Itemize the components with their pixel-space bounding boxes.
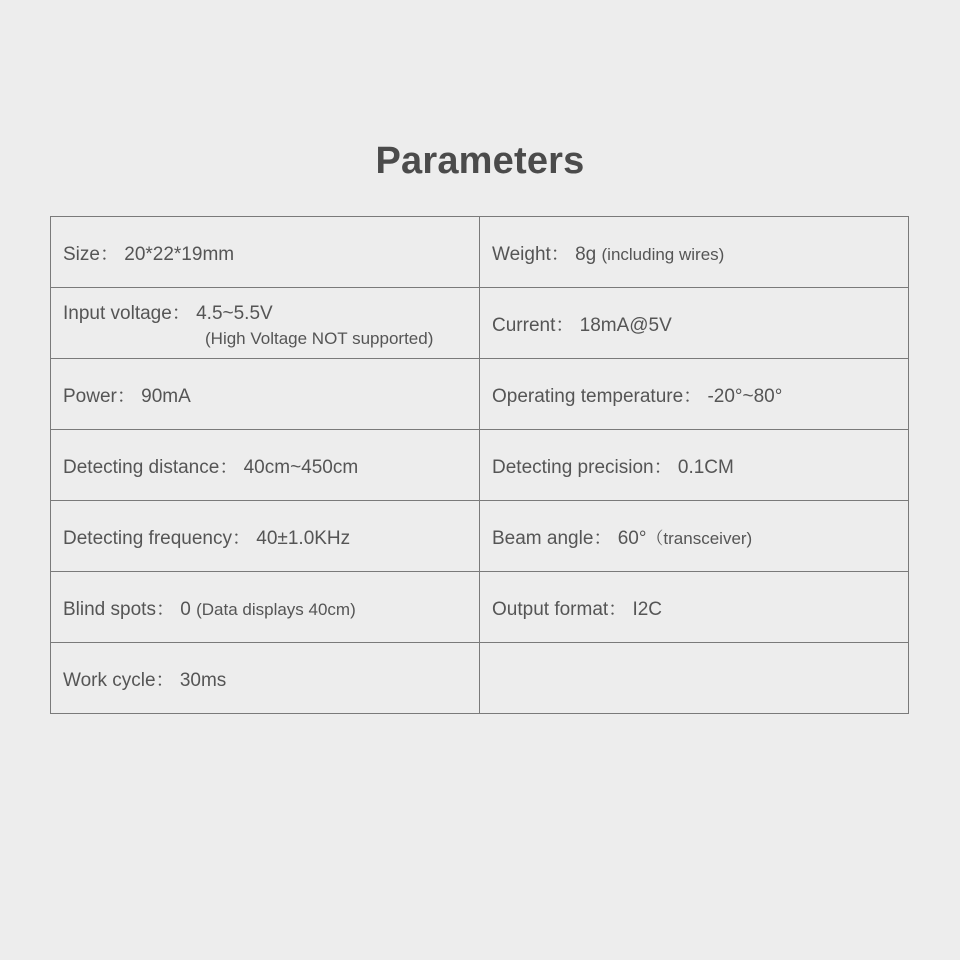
param-label: Size： <box>63 243 119 265</box>
param-value: -20°~80° <box>707 385 783 407</box>
table-row <box>51 359 909 430</box>
param-value: 90mA <box>141 385 191 407</box>
param-value: 8g <box>575 243 597 265</box>
param-label: Weight： <box>492 243 570 265</box>
param-cell-output-format <box>480 572 909 643</box>
param-label: Detecting distance： <box>63 456 239 478</box>
param-value: 20*22*19mm <box>124 243 235 265</box>
table-row <box>51 288 909 359</box>
param-cell-detecting-frequency <box>51 501 480 572</box>
param-cell-size <box>51 217 480 288</box>
param-cell-operating-temperature <box>480 359 909 430</box>
param-label: Work cycle： <box>63 669 175 691</box>
param-cell-weight <box>480 217 909 288</box>
param-value: 60° <box>617 527 647 549</box>
param-note: （transceiver) <box>646 528 753 548</box>
param-note: (High Voltage NOT supported) <box>205 328 434 348</box>
param-note: (including wires) <box>601 244 725 264</box>
param-cell-power <box>51 359 480 430</box>
param-value: 0.1CM <box>677 456 734 478</box>
param-label: Power： <box>63 385 136 407</box>
page-title: Parameters <box>375 140 585 182</box>
param-label: Output format： <box>492 598 628 620</box>
param-cell-work-cycle <box>51 643 480 714</box>
param-value: 0 <box>180 598 191 620</box>
param-value: I2C <box>632 598 663 620</box>
param-value: 40cm~450cm <box>243 456 359 478</box>
param-cell-detecting-distance <box>51 430 480 501</box>
param-value: 18mA@5V <box>579 314 672 336</box>
param-value: 30ms <box>179 669 227 691</box>
param-label: Input voltage： <box>63 302 191 324</box>
table-row <box>51 572 909 643</box>
param-cell-detecting-precision <box>480 430 909 501</box>
param-note: (Data displays 40cm) <box>196 599 356 619</box>
table-row <box>51 501 909 572</box>
param-label: Detecting frequency： <box>63 527 251 549</box>
param-cell-beam-angle <box>480 501 909 572</box>
param-label: Beam angle： <box>492 527 613 549</box>
parameters-table <box>50 216 909 714</box>
param-cell-input-voltage <box>51 288 480 359</box>
param-label: Current： <box>492 314 575 336</box>
param-label: Blind spots： <box>63 598 175 620</box>
param-cell-blind-spots <box>51 572 480 643</box>
table-row <box>51 643 909 714</box>
param-cell-empty <box>480 643 909 714</box>
param-value: 4.5~5.5V <box>196 302 273 324</box>
param-label: Detecting precision： <box>492 456 673 478</box>
table-row <box>51 430 909 501</box>
param-value: 40±1.0KHz <box>256 527 351 549</box>
table-row <box>51 217 909 288</box>
param-label: Operating temperature： <box>492 385 703 407</box>
param-cell-current <box>480 288 909 359</box>
